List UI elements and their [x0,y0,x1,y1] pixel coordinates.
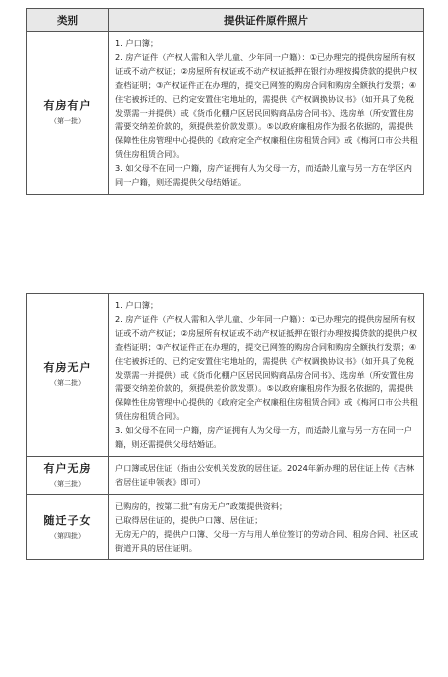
category-batch: （第四批） [50,531,85,540]
category-batch: （第一批） [50,117,85,126]
material-line: 已购房的，按第二批“有房无户”政策提供资料； [115,500,288,511]
table-header-row [27,9,424,32]
material-line: 无房无户的，提供户口簿、父母一方与用人单位签订的劳动合同、租房合同、社区或街道开具的居住证明。 [115,528,418,553]
category-title: 有房有户 [43,99,92,113]
table-row [27,456,424,494]
category-title: 有房无户 [43,361,92,375]
category-batch: （第二批） [50,379,85,388]
category-cell [27,456,109,494]
category-title: 有户无房 [43,461,92,475]
category-cell [27,494,109,560]
materials-table-1 [26,8,424,195]
material-line: 3. 如父母不在同一户籍，房产证拥有人为父母一方，而适龄儿童与另一方在同一户籍，则还需提供父母结婚证。 [115,425,412,450]
category-cell [27,32,109,195]
material-line: 2. 房产证件（产权人需和入学儿童、少年同一户籍）：①已办理完的提供房屋所有权证或不动产权证；②房屋所有权证或不动产权证抵押在银行办理按揭贷款的提供户权查档证明；③产权证件正在办理的，提交已网签的购房合同和购房全额执行发票；④住宅被拆迁的、已约定安置住宅地址的，需提供《产权调换协议书》（如开具了免税发票需一并提供）或《货币化棚户区居民回购商品房合同书》、选房单（所安置住房需要交纳差价款的，须提供差价款发票）。⑤以政府廉租房作为报名依据的，需提供保障性住房管理中心提供的《政府定全产权廉租住房租赁合同》或《梅河口市公共租赁住房租赁合同》。 [115,313,418,422]
materials-cell [109,32,424,195]
materials-cell [109,456,424,494]
material-line: 1. 户口簿； [115,38,159,48]
material-line: 1. 户口簿； [115,300,159,310]
header-category: 类别 [27,9,109,32]
materials-cell [109,494,424,560]
materials-cell [109,294,424,457]
header-materials: 提供证件原件照片 [109,9,424,32]
category-cell [27,294,109,457]
table-row [27,294,424,457]
table-row [27,494,424,560]
materials-table-2 [26,293,424,560]
material-line: 3. 如父母不在同一户籍，房产证拥有人为父母一方，而适龄儿童与另一方在学区内同一户籍，则还需提供父母结婚证。 [115,163,412,188]
table-row [27,32,424,195]
category-batch: （第三批） [50,479,85,488]
material-line: 2. 房产证件（产权人需和入学儿童、少年同一户籍）：①已办理完的提供房屋所有权证或不动产权证；②房屋所有权证或不动产权证抵押在银行办理按揭贷款的提供户权查档证明；③产权证件正在办理的，提交已网签的购房合同和购房全额执行发票；④住宅被拆迁的、已约定安置住宅地址的，需提供《产权调换协议书》（如开具了免税发票需一并提供）或《货币化棚户区居民回购商品房合同书》、选房单（所安置住房需要交纳差价款的，须提供差价款发票）。⑤以政府廉租房作为报名依据的，需提供保障性住房管理中心提供的《政府定全产权廉租住房租赁合同》或《梅河口市公共租赁住房租赁合同》。 [115,51,418,160]
category-title: 随迁子女 [43,513,92,527]
material-line: 户口簿或居住证（指由公安机关发放的居住证。2024年新办理的居住证上传《吉林省居住证申领表》即可） [115,462,415,487]
material-line: 已取得居住证的，提供户口簿、居住证； [115,514,263,525]
